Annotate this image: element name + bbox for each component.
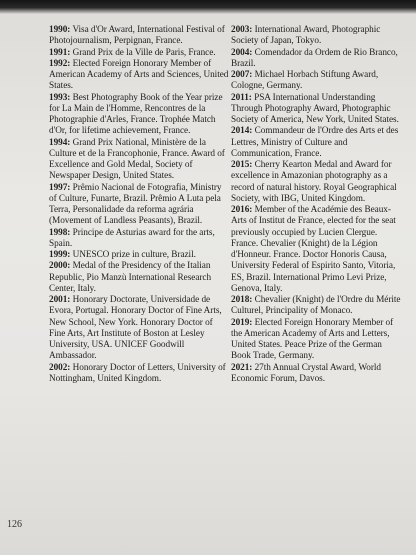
award-entry: [231, 205, 403, 295]
award-text: Elected Foreign Honorary Member of American Academy of Arts and Sciences, United States.: [49, 58, 229, 92]
award-year: 2016:: [231, 205, 253, 215]
award-year: 2004:: [231, 47, 253, 58]
award-entry: [49, 363, 229, 386]
award-text: Prêmio Nacional de Fotografia, Ministry of Culture, Funarte, Brazil. Prêmio A Luta pela Terra, Personalidade da reforma agrária (Movement of Landless Peasants), Brazil.: [49, 182, 222, 227]
award-year: 1998:: [49, 227, 71, 238]
page-top-shadow: [0, 0, 416, 14]
award-text: Honorary Doctorate, Universidade de Evora, Portugal. Honorary Doctor of Fine Arts, New School, New York. Honorary Doctor of Fine Arts, Art Institute of Boston at Lesley University, USA. UNICEF Goodwill Ambassador.: [49, 295, 222, 362]
award-text: Chevalier (Knight) de l'Ordre du Mérite Culturel, Principality of Monaco.: [231, 295, 401, 317]
award-text: Commandeur de l'Ordre des Arts et des Lettres, Ministry of Culture and Communication, France.: [231, 126, 399, 159]
award-entry: [49, 93, 229, 138]
award-entry: [49, 25, 229, 48]
award-year: 2007:: [231, 70, 253, 80]
award-entry: [231, 126, 403, 160]
award-year: 1997:: [49, 182, 71, 193]
award-year: 2003:: [231, 25, 253, 35]
award-entry: [49, 48, 229, 59]
award-year: 1999:: [49, 250, 71, 260]
award-year: 1994:: [49, 137, 71, 148]
award-text: UNESCO prize in culture, Brazil.: [72, 250, 196, 260]
award-text: Honorary Doctor of Letters, University of Nottingham, United Kingdom.: [49, 362, 226, 384]
award-year: 2019:: [231, 317, 253, 328]
award-text: Comendador da Ordem de Rio Branco, Brazil.: [231, 47, 398, 69]
award-year: 1990:: [49, 25, 71, 35]
award-year: 2014:: [231, 126, 253, 137]
page-number: 126: [7, 519, 22, 530]
award-text: 27th Annual Crystal Award, World Economic Forum, Davos.: [231, 362, 381, 384]
awards-column-left: [49, 25, 229, 385]
award-year: 2021:: [231, 362, 253, 373]
award-entry: [231, 363, 403, 386]
award-text: Best Photography Book of the Year prize for La Main de l'Homme, Rencontres de la Photographie d'Arles, France. Trophée Match d'Or, for lifetime achievement, France.: [49, 92, 223, 137]
award-entry: [49, 138, 229, 183]
award-entry: [231, 93, 403, 127]
award-entry: [49, 250, 229, 261]
award-entry: [49, 183, 229, 228]
award-entry: [231, 70, 403, 93]
award-entry: [49, 228, 229, 251]
award-year: 1992:: [49, 58, 71, 69]
award-text: Elected Foreign Honorary Member of the American Academy of Arts and Letters, United States. Peace Prize of the German Book Trade, Germany.: [231, 317, 394, 362]
award-year: 2015:: [231, 160, 253, 170]
award-text: PSA International Understanding Through Photography Award, Photographic Society of America, New York, United States.: [231, 92, 399, 125]
award-entry: [49, 295, 229, 363]
award-year: 2000:: [49, 261, 71, 272]
award-text: Medal of the Presidency of the Italian Republic, Pio Manzù International Research Center, Italy.: [49, 261, 212, 294]
award-text: Grand Prix de la Ville de Paris, France.: [72, 47, 216, 58]
award-entry: [49, 59, 229, 93]
award-year: 2018:: [231, 295, 253, 305]
award-year: 2011:: [231, 92, 252, 103]
award-text: Cherry Kearton Medal and Award for excellence in Amazonian photography as a record of natural history. Royal Geographical Society, with IBG, United Kingdom.: [231, 160, 397, 204]
award-text: Member of the Académie des Beaux-Arts of Institut de France, elected for the seat previously occupied by Lucien Clergue. France. Chevalier (Knight) de la Légion d'Honneur. France. Doctor Honoris Causa, University Federal of Espirito Santo, Vitoria, ES, Brazil. International Primo Levi Prize, Genova, Italy.: [231, 205, 396, 294]
award-text: Grand Prix National, Ministère de la Culture et de la Francophonie, France. Award of Excellence and Gold Medal, Society of Newspaper Design, United States.: [49, 137, 225, 182]
award-text: Visa d'Or Award, International Festival of Photojournalism, Perpignan, France.: [49, 25, 225, 47]
award-text: Principe de Asturias award for the arts, Spain.: [49, 227, 215, 249]
award-entry: [231, 318, 403, 363]
award-text: International Award, Photographic Society of Japan, Tokyo.: [231, 25, 381, 47]
awards-column-right: [231, 25, 403, 385]
award-text: Michael Horbach Stiftung Award, Cologne, Germany.: [231, 70, 379, 92]
award-year: 1991:: [49, 47, 71, 58]
award-year: 2001:: [49, 295, 71, 305]
award-entry: [49, 261, 229, 295]
award-year: 1993:: [49, 92, 71, 103]
award-entry: [231, 160, 403, 205]
award-year: 2002:: [49, 362, 71, 373]
award-entry: [231, 48, 403, 71]
award-entry: [231, 295, 403, 318]
award-entry: [231, 25, 403, 48]
